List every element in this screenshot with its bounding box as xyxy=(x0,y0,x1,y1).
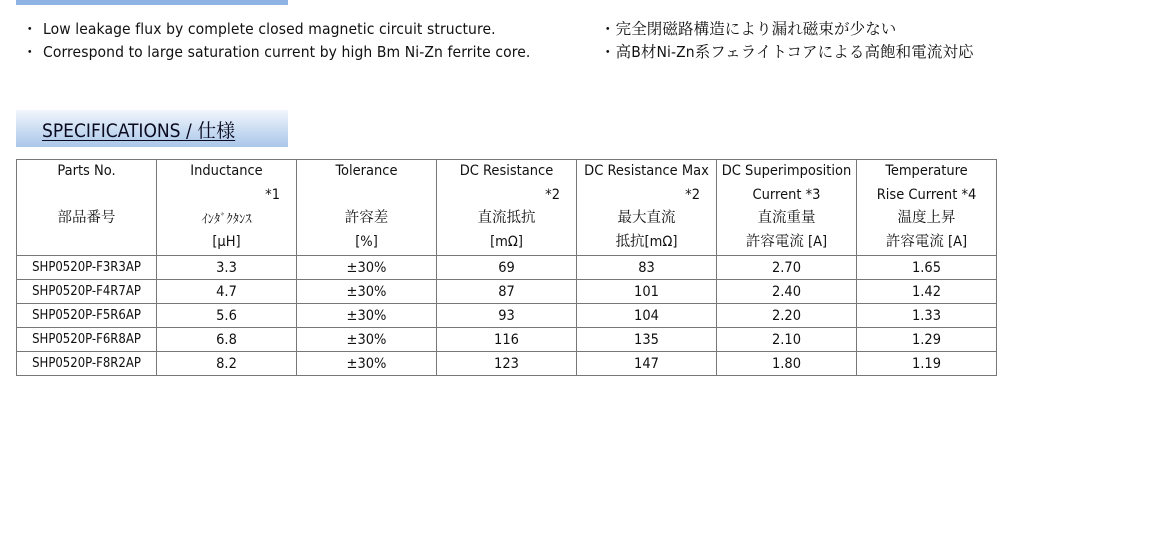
cell-temperature-rise-current: 1.42 xyxy=(857,280,997,304)
cell-dc-resistance-max: 135 xyxy=(577,328,717,352)
header-inductance xyxy=(157,160,297,256)
cell-superimposition-current: 2.10 xyxy=(717,328,857,352)
header-line: Inductance xyxy=(190,163,263,179)
header-line: DC Resistance Max xyxy=(584,163,709,179)
cell-tolerance: ±30% xyxy=(297,328,437,352)
cell-temperature-rise-current: 1.65 xyxy=(857,256,997,280)
header-line: Tolerance xyxy=(335,163,398,179)
feature-item xyxy=(22,41,530,64)
header-line: 許容差 xyxy=(344,210,389,226)
header-line xyxy=(17,231,156,255)
cell-dc-resistance-max: 83 xyxy=(577,256,717,280)
feature-text: Low leakage flux by complete closed magnetic circuit structure. xyxy=(43,20,496,38)
header-line: 許容電流 [A] xyxy=(885,233,968,250)
top-accent-bar xyxy=(16,0,288,5)
header-dc-resistance xyxy=(437,160,577,256)
cell-part-no: SHP0520P-F4R7AP xyxy=(17,280,157,304)
header-line: 最大直流 xyxy=(617,210,676,226)
header-line: Temperature xyxy=(885,163,968,179)
header-line: DC Resistance xyxy=(459,163,554,179)
cell-superimposition-current: 2.20 xyxy=(717,304,857,328)
header-line: 温度上昇 xyxy=(897,210,956,226)
bullet-mark: ・ xyxy=(22,20,38,38)
cell-part-no: SHP0520P-F6R8AP xyxy=(17,328,157,352)
header-line: Rise Current *4 xyxy=(876,186,977,203)
header-line: ｲﾝﾀﾞｸﾀﾝｽ xyxy=(201,211,252,226)
table-row xyxy=(17,304,997,328)
header-line: [mΩ] xyxy=(490,233,523,250)
cell-tolerance: ±30% xyxy=(297,280,437,304)
bullet-mark: ・ xyxy=(22,43,38,61)
cell-temperature-rise-current: 1.29 xyxy=(857,328,997,352)
table-row xyxy=(17,280,997,304)
header-parts-no xyxy=(17,160,157,256)
header-line: 部品番号 xyxy=(57,210,116,226)
cell-superimposition-current: 2.70 xyxy=(717,256,857,280)
cell-part-no: SHP0520P-F3R3AP xyxy=(17,256,157,280)
bullet-mark: ・ xyxy=(600,20,616,38)
cell-part-no: SHP0520P-F5R6AP xyxy=(17,304,157,328)
cell-superimposition-current: 2.40 xyxy=(717,280,857,304)
feature-text: Correspond to large saturation current by high Bm Ni-Zn ferrite core. xyxy=(43,43,531,61)
header-dc-resistance-max xyxy=(577,160,717,256)
cell-inductance: 4.7 xyxy=(157,280,297,304)
cell-temperature-rise-current: 1.19 xyxy=(857,352,997,376)
cell-inductance: 5.6 xyxy=(157,304,297,328)
header-note: *2 xyxy=(685,186,700,203)
table-row xyxy=(17,328,997,352)
header-line: [μH] xyxy=(212,233,241,250)
header-line xyxy=(297,184,436,208)
cell-inductance: 8.2 xyxy=(157,352,297,376)
cell-tolerance: ±30% xyxy=(297,352,437,376)
header-line: Parts No. xyxy=(57,163,116,179)
section-title: SPECIFICATIONS / 仕様 xyxy=(42,120,236,142)
cell-part-no: SHP0520P-F8R2AP xyxy=(17,352,157,376)
header-line: 許容電流 [A] xyxy=(745,233,828,250)
cell-tolerance: ±30% xyxy=(297,256,437,280)
specifications-table xyxy=(16,159,997,376)
table-header-row xyxy=(17,160,997,256)
cell-dc-resistance: 123 xyxy=(437,352,577,376)
header-line: 直流重量 xyxy=(757,210,816,226)
header-note: *1 xyxy=(265,186,280,203)
feature-text: 高B材Ni-Zn系フェライトコアによる高飽和電流対応 xyxy=(615,43,974,61)
cell-inductance: 6.8 xyxy=(157,328,297,352)
header-line: Current *3 xyxy=(752,186,821,203)
header-temperature-rise xyxy=(857,160,997,256)
cell-dc-resistance: 69 xyxy=(437,256,577,280)
header-line: 抵抗[mΩ] xyxy=(615,233,678,250)
cell-inductance: 3.3 xyxy=(157,256,297,280)
cell-dc-resistance: 116 xyxy=(437,328,577,352)
cell-dc-resistance: 87 xyxy=(437,280,577,304)
features-list-ja xyxy=(600,18,974,64)
table-row xyxy=(17,352,997,376)
header-note: *2 xyxy=(545,186,560,203)
header-line xyxy=(17,184,156,208)
table-row xyxy=(17,256,997,280)
header-dc-superimposition xyxy=(717,160,857,256)
feature-text: 完全閉磁路構造により漏れ磁束が少ない xyxy=(615,20,897,38)
feature-item xyxy=(22,18,530,41)
cell-dc-resistance-max: 101 xyxy=(577,280,717,304)
cell-dc-resistance-max: 104 xyxy=(577,304,717,328)
feature-item xyxy=(600,18,974,41)
features-list-en xyxy=(22,18,530,64)
header-line: 直流抵抗 xyxy=(477,210,536,226)
cell-dc-resistance-max: 147 xyxy=(577,352,717,376)
cell-superimposition-current: 1.80 xyxy=(717,352,857,376)
cell-temperature-rise-current: 1.33 xyxy=(857,304,997,328)
feature-item xyxy=(600,41,974,64)
header-tolerance xyxy=(297,160,437,256)
section-header xyxy=(16,110,288,147)
cell-dc-resistance: 93 xyxy=(437,304,577,328)
header-line: DC Superimposition xyxy=(721,163,852,179)
header-line: [%] xyxy=(355,233,378,250)
bullet-mark: ・ xyxy=(600,43,616,61)
cell-tolerance: ±30% xyxy=(297,304,437,328)
